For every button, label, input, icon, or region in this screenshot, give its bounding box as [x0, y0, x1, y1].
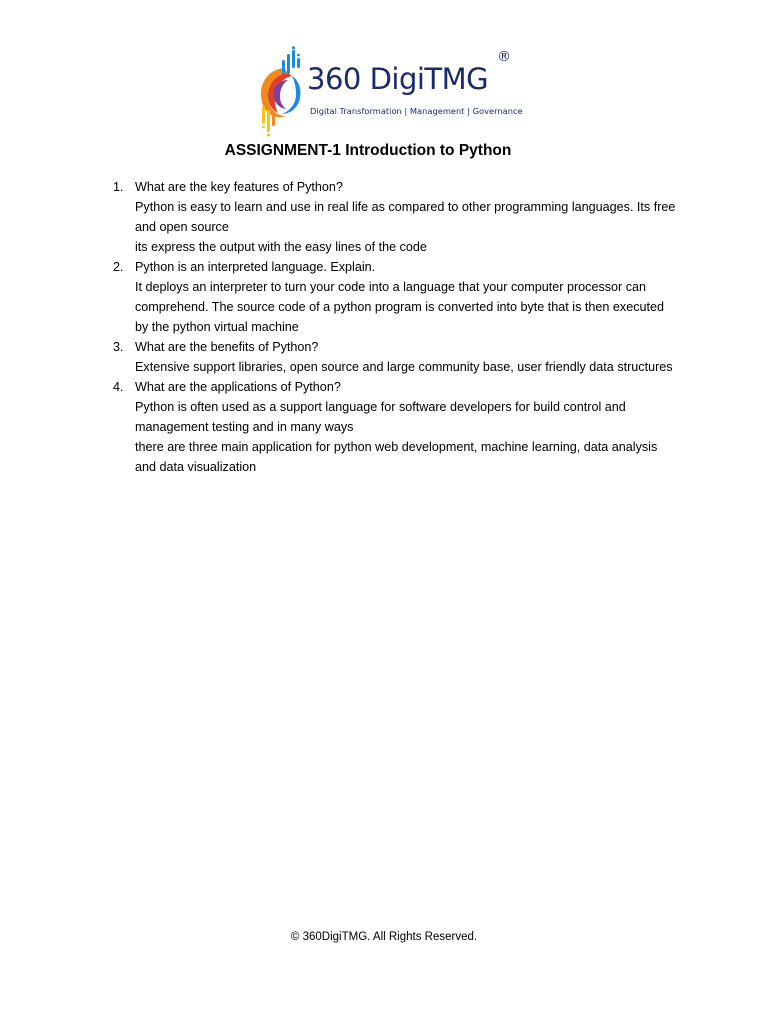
question-number: 2.: [113, 260, 124, 274]
answer-line: and open source: [135, 220, 229, 234]
question-text: What are the benefits of Python?: [135, 340, 319, 354]
answer-line: Extensive support libraries, open source and large community base, user friendly data structures: [135, 360, 673, 374]
question-number: 1.: [113, 180, 124, 194]
question-text: What are the key features of Python?: [135, 180, 343, 194]
question-item-1: [113, 177, 683, 257]
question-list: [113, 177, 683, 477]
question-text: What are the applications of Python?: [135, 380, 341, 394]
copyright-footer: © 360DigiTMG. All Rights Reserved.: [290, 931, 478, 943]
question-text: Python is an interpreted language. Explain.: [135, 260, 376, 274]
question-number: 3.: [113, 340, 124, 354]
answer-line: its express the output with the easy lines of the code: [135, 240, 427, 254]
answer-line: Python is often used as a support language for software developers for build control and: [135, 400, 626, 414]
registered-mark: ®: [497, 49, 511, 65]
question-item-4: [113, 377, 683, 477]
answer-line: It deploys an interpreter to turn your code into a language that your computer processor can: [135, 280, 647, 294]
logo-mark-icon: [254, 46, 310, 138]
question-item-3: [113, 337, 683, 377]
answer-line: comprehend. The source code of a python program is converted into byte that is then executed: [135, 300, 665, 314]
answer-line: and data visualization: [135, 460, 257, 474]
brand-logo: [254, 46, 523, 138]
question-item-2: [113, 257, 683, 337]
answer-line: Python is easy to learn and use in real life as compared to other programming languages. Its free: [135, 200, 676, 214]
logo-wordmark: 360 DigiTMG: [307, 62, 489, 96]
question-number: 4.: [113, 380, 124, 394]
logo-tagline: Digital Transformation | Management | Governance: [310, 106, 523, 116]
answer-line: management testing and in many ways: [135, 420, 354, 434]
answer-line: by the python virtual machine: [135, 320, 299, 334]
answer-line: there are three main application for python web development, machine learning, data analysis: [135, 440, 658, 454]
document-title: ASSIGNMENT-1 Introduction to Python: [224, 142, 512, 159]
